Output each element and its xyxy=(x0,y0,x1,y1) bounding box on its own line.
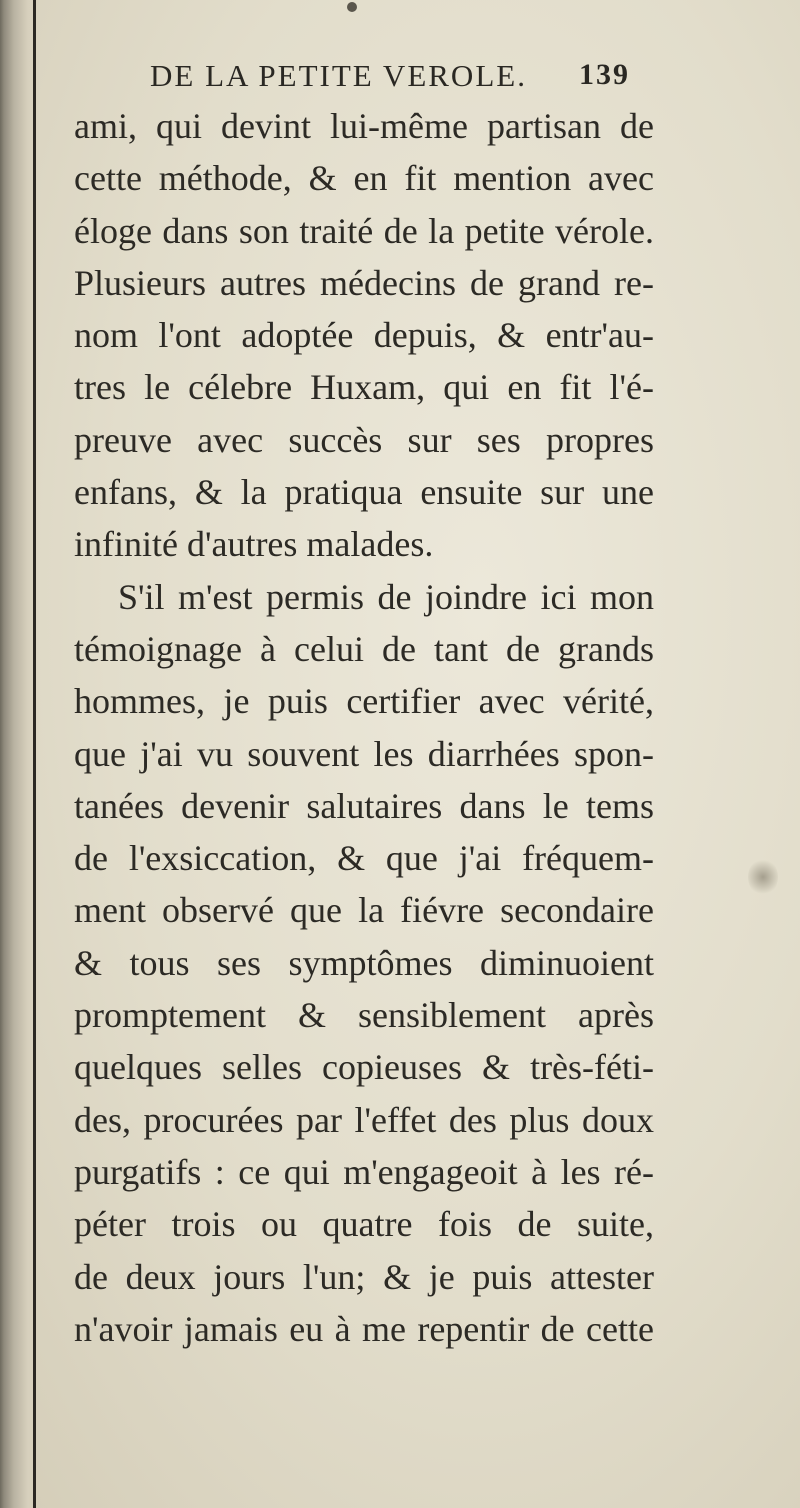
text-line: & tous ses symptômes diminuoient xyxy=(74,942,654,983)
text-line: promptement & sensiblement après xyxy=(74,995,654,1036)
text-line: éloge dans son traité de la petite vérole. xyxy=(74,210,654,251)
ink-dot xyxy=(347,2,357,12)
text-line: des, procurées par l'effet des plus doux xyxy=(74,1099,654,1140)
text-line: quelques selles copieuses & très-féti- xyxy=(74,1047,654,1088)
running-title: DE LA PETITE VEROLE. xyxy=(150,58,527,93)
text-line: cette méthode, & en fit mention avec xyxy=(74,158,654,199)
text-line: Plusieurs autres médecins de grand re- xyxy=(74,262,654,303)
text-line: ami, qui devint lui-même partisan de xyxy=(74,106,654,146)
text-line: nom l'ont adoptée depuis, & entr'au- xyxy=(74,315,654,356)
text-line: tanées devenir salutaires dans le tems xyxy=(74,785,654,826)
text-line: hommes, je puis certifier avec vérité, xyxy=(74,681,654,722)
text-line: que j'ai vu souvent les diarrhées spon- xyxy=(74,733,654,774)
text-line: de l'exsiccation, & que j'ai fréquem- xyxy=(74,838,654,879)
ink-smudge xyxy=(748,858,778,896)
text-line: de deux jours l'un; & je puis attester xyxy=(74,1256,654,1297)
text-line: tres le célebre Huxam, qui en fit l'é- xyxy=(74,367,654,408)
text-line: preuve avec succès sur ses propres xyxy=(74,419,654,460)
text-line: enfans, & la pratiqua ensuite sur une xyxy=(74,472,654,513)
page-edge-line xyxy=(33,0,36,1508)
text-line: purgatifs : ce qui m'engageoit à les ré- xyxy=(74,1151,654,1192)
text-line: ment observé que la fiévre secondaire xyxy=(74,890,654,931)
page-number: 139 xyxy=(579,58,630,91)
text-line: péter trois ou quatre fois de suite, xyxy=(74,1204,654,1245)
text-line: infinité d'autres malades. xyxy=(74,524,434,565)
text-line: S'il m'est permis de joindre ici mon xyxy=(118,576,654,617)
text-line: témoignage à celui de tant de grands xyxy=(74,628,654,669)
body-text xyxy=(74,100,654,1355)
text-line: n'avoir jamais eu à me repentir de cette xyxy=(74,1308,654,1349)
